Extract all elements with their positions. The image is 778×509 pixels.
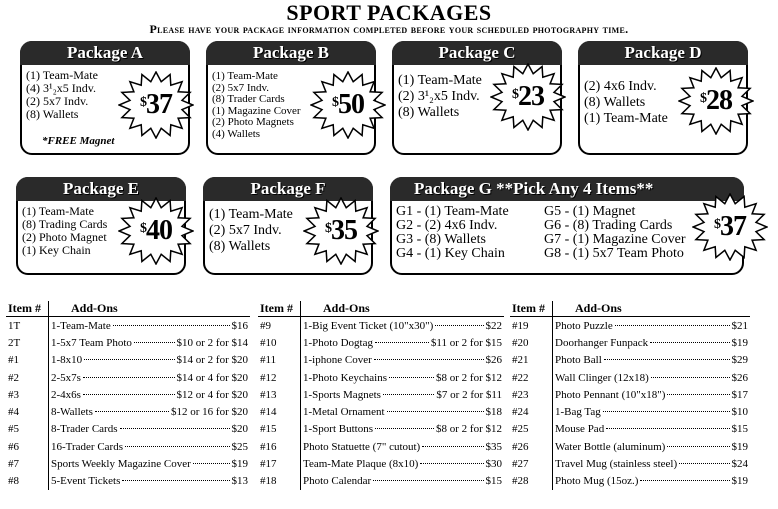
- addon-description: 2-4x6s: [51, 388, 81, 401]
- addon-row: [510, 369, 750, 386]
- addon-price: $8 or 2 for $12: [436, 423, 502, 436]
- package-item: G8 - (1) 5x7 Team Photo: [544, 246, 684, 261]
- package-c-card: [392, 41, 562, 155]
- addon-price: $21: [731, 319, 748, 332]
- addon-price: $20: [231, 423, 248, 436]
- package-item: G1 - (1) Team-Mate: [396, 204, 509, 219]
- addon-price: $19: [231, 458, 248, 471]
- addon-cell: [49, 334, 251, 351]
- addon-description: Sports Weekly Magazine Cover: [51, 458, 191, 471]
- dot-leader: [95, 411, 169, 412]
- addon-price: $17: [731, 388, 748, 401]
- page-subtitle: Please have your package information completed before your scheduled photography time.: [149, 22, 629, 36]
- addon-item-number: #3: [6, 386, 49, 403]
- addon-description: Photo Statuette (7" cutout): [303, 440, 421, 453]
- addon-row: [6, 421, 250, 438]
- addon-item-number: #25: [510, 421, 553, 438]
- addon-price: $30: [485, 458, 502, 471]
- addon-cell: [301, 455, 505, 472]
- package-item: (8) Trader Cards: [212, 93, 285, 105]
- package-f-title: Package F: [203, 177, 373, 201]
- package-item: (2) 4x6 Indv.: [584, 79, 657, 94]
- addon-row: [6, 334, 250, 351]
- addon-cell: [49, 369, 251, 386]
- addon-cell: [553, 473, 751, 490]
- dot-leader: [615, 325, 730, 326]
- addon-price: $24: [731, 458, 748, 471]
- package-item: G3 - (8) Wallets: [396, 232, 486, 247]
- package-item: (2) 5x7 Indv.: [26, 94, 89, 108]
- addon-item-number: #17: [258, 455, 301, 472]
- package-e-card: [16, 177, 186, 275]
- package-g-price-burst: [692, 193, 768, 261]
- dot-leader: [667, 394, 729, 395]
- addon-description: Mouse Pad: [555, 423, 605, 436]
- addon-description: 2-5x7s: [51, 371, 81, 384]
- dot-leader: [374, 359, 484, 360]
- dot-leader: [134, 342, 175, 343]
- addon-item-number: #14: [258, 403, 301, 420]
- package-e-title: Package E: [16, 177, 186, 201]
- addon-price: $18: [485, 406, 502, 419]
- package-b-card: [206, 41, 376, 155]
- dot-leader: [125, 446, 230, 447]
- package-e-price-burst: [118, 197, 194, 265]
- package-d-price: $ 28: [700, 85, 732, 116]
- addon-cell: [301, 317, 505, 335]
- package-a-price-burst: [118, 71, 194, 139]
- addon-item-number: #13: [258, 386, 301, 403]
- package-item: (4) Wallets: [212, 127, 261, 140]
- addon-cell: [553, 317, 751, 335]
- package-g-price: $ 37: [714, 211, 746, 242]
- package-item: (1) Team-Mate: [584, 111, 668, 126]
- addon-row: [6, 352, 250, 369]
- addon-cell: [301, 369, 505, 386]
- addon-row: [510, 317, 750, 335]
- addons-header: Add-Ons: [49, 301, 251, 317]
- addon-item-number: #12: [258, 369, 301, 386]
- addon-cell: [301, 334, 505, 351]
- addon-item-number: #1: [6, 352, 49, 369]
- addon-item-number: #10: [258, 334, 301, 351]
- addon-description: 1-Bag Tag: [555, 406, 601, 419]
- addon-description: 1-iphone Cover: [303, 354, 372, 367]
- addon-description: Photo Mug (15oz.): [555, 475, 639, 488]
- item-number-header: Item #: [258, 301, 301, 317]
- addon-item-number: #11: [258, 352, 301, 369]
- addon-row: [510, 473, 750, 490]
- addon-item-number: #6: [6, 438, 49, 455]
- addon-description: 16-Trader Cards: [51, 440, 123, 453]
- addon-item-number: #26: [510, 438, 553, 455]
- addon-row: [510, 352, 750, 369]
- addon-description: 1-Team-Mate: [51, 319, 111, 332]
- package-item: (2) 5x7 Indv.: [212, 81, 270, 94]
- package-g-items-right: [544, 205, 686, 261]
- package-c-price-burst: [490, 63, 566, 131]
- dot-leader: [679, 463, 729, 464]
- addon-cell: [301, 386, 505, 403]
- addon-price: $14 or 2 for $20: [176, 354, 248, 367]
- package-g-items-left: [396, 205, 509, 261]
- addon-item-number: #7: [6, 455, 49, 472]
- package-item: (2) 5x7 Indv.: [209, 223, 282, 238]
- package-b-items: [212, 71, 301, 140]
- addon-cell: [553, 403, 751, 420]
- package-g-card: [390, 177, 744, 275]
- package-f-card: [203, 177, 373, 275]
- addon-row: [510, 438, 750, 455]
- addon-price: $19: [731, 336, 748, 349]
- addon-price: $22: [485, 319, 502, 332]
- package-item: (8) Wallets: [584, 95, 646, 110]
- dot-leader: [603, 411, 730, 412]
- addon-price: $14 or 4 for $20: [176, 371, 248, 384]
- addon-price: $7 or 2 for $11: [436, 388, 502, 401]
- addon-row: [6, 317, 250, 335]
- addons-table-2: [258, 301, 504, 490]
- package-d-card: [578, 41, 748, 155]
- addon-item-number: #9: [258, 317, 301, 335]
- addon-description: 1-Photo Dogtag: [303, 336, 373, 349]
- addons-header: Add-Ons: [301, 301, 505, 317]
- addons-table-3: [510, 301, 750, 490]
- addon-description: 1-Sports Magnets: [303, 388, 381, 401]
- addon-description: 8-Wallets: [51, 406, 93, 419]
- addon-row: [6, 386, 250, 403]
- package-item: G2 - (2) 4x6 Indv.: [396, 218, 498, 233]
- package-item: (2) Photo Magnet: [22, 230, 107, 244]
- package-item: (1) Team-Mate: [212, 70, 278, 82]
- dot-leader: [120, 428, 230, 429]
- addon-description: 1-8x10: [51, 354, 83, 367]
- addon-description: Travel Mug (stainless steel): [555, 458, 678, 471]
- package-a-card: [20, 41, 190, 155]
- package-item: (1) Team-Mate: [398, 73, 482, 88]
- addon-price: $10 or 2 for $14: [176, 336, 248, 349]
- addon-row: [6, 438, 250, 455]
- addon-item-number: #27: [510, 455, 553, 472]
- addon-price: $26: [731, 371, 748, 384]
- package-item: G7 - (1) Magazine Cover: [544, 232, 686, 247]
- addon-row: [510, 386, 750, 403]
- addon-description: 1-Photo Keychains: [303, 371, 388, 384]
- addon-cell: [553, 455, 751, 472]
- addon-price: $13: [231, 475, 248, 488]
- package-item: (4) 3¹₂x5 Indv.: [26, 81, 96, 95]
- addon-cell: [49, 473, 251, 490]
- dot-leader: [83, 394, 175, 395]
- addon-item-number: 1T: [6, 317, 49, 335]
- addon-cell: [553, 369, 751, 386]
- addon-item-number: #5: [6, 421, 49, 438]
- addon-item-number: #28: [510, 473, 553, 490]
- dot-leader: [435, 325, 483, 326]
- addon-description: Water Bottle (aluminum): [555, 440, 666, 453]
- dot-leader: [373, 480, 483, 481]
- addon-cell: [49, 386, 251, 403]
- addon-price: $25: [231, 440, 248, 453]
- package-item: G5 - (1) Magnet: [544, 204, 636, 219]
- addon-cell: [301, 438, 505, 455]
- addon-row: [510, 455, 750, 472]
- package-b-price: $ 50: [332, 89, 364, 120]
- addon-description: Photo Puzzle: [555, 319, 613, 332]
- addon-cell: [553, 438, 751, 455]
- addons-table-1: [6, 301, 250, 490]
- addon-price: $35: [485, 440, 502, 453]
- package-e-items: [22, 205, 107, 257]
- page-title: SPORT PACKAGES: [286, 0, 492, 25]
- addon-description: Doorhanger Funpack: [555, 336, 649, 349]
- addon-price: $15: [485, 475, 502, 488]
- addon-item-number: #15: [258, 421, 301, 438]
- package-e-price: $ 40: [140, 215, 172, 246]
- addon-price: $26: [485, 354, 502, 367]
- addon-row: [510, 334, 750, 351]
- addon-cell: [301, 421, 505, 438]
- package-g-title: Package G **Pick Any 4 Items**: [390, 177, 744, 201]
- package-item: (2) 3¹₂x5 Indv.: [398, 89, 480, 104]
- package-item: (8) Wallets: [209, 239, 271, 254]
- package-f-items: [209, 207, 293, 255]
- addon-description: 1-Metal Ornament: [303, 406, 385, 419]
- item-number-header: Item #: [510, 301, 553, 317]
- dot-leader: [650, 342, 729, 343]
- package-b-title: Package B: [206, 41, 376, 65]
- addon-item-number: #21: [510, 352, 553, 369]
- package-item: (1) Magazine Cover: [212, 104, 301, 117]
- addon-price: $12 or 4 for $20: [176, 388, 248, 401]
- addon-description: Team-Mate Plaque (8x10): [303, 458, 419, 471]
- dot-leader: [667, 446, 729, 447]
- package-item: (1) Team-Mate: [22, 204, 94, 218]
- addon-item-number: #8: [6, 473, 49, 490]
- addon-row: [258, 403, 504, 420]
- addon-row: [510, 421, 750, 438]
- addon-row: [6, 473, 250, 490]
- addon-cell: [301, 473, 505, 490]
- package-c-items: [398, 73, 482, 121]
- addon-cell: [49, 352, 251, 369]
- addon-row: [510, 403, 750, 420]
- package-item: (8) Wallets: [398, 105, 460, 120]
- addon-price: $16: [231, 319, 248, 332]
- package-b-price-burst: [310, 71, 386, 139]
- dot-leader: [383, 394, 434, 395]
- dot-leader: [375, 342, 429, 343]
- addon-price: $11 or 2 for $15: [430, 336, 502, 349]
- addon-row: [258, 455, 504, 472]
- addon-cell: [553, 352, 751, 369]
- addon-item-number: #16: [258, 438, 301, 455]
- addon-row: [258, 438, 504, 455]
- addon-cell: [553, 334, 751, 351]
- addon-cell: [49, 438, 251, 455]
- package-item: (1) Team-Mate: [209, 207, 293, 222]
- package-item: (2) Photo Magnets: [212, 116, 294, 128]
- dot-leader: [122, 480, 229, 481]
- addon-cell: [553, 386, 751, 403]
- package-item: (1) Key Chain: [22, 243, 91, 257]
- addon-item-number: #20: [510, 334, 553, 351]
- addon-description: 8-Trader Cards: [51, 423, 118, 436]
- addon-row: [258, 369, 504, 386]
- addon-row: [258, 317, 504, 335]
- addon-item-number: #2: [6, 369, 49, 386]
- package-a-price: $ 37: [140, 89, 172, 120]
- addon-cell: [49, 455, 251, 472]
- addon-row: [258, 473, 504, 490]
- addon-price: $29: [731, 354, 748, 367]
- dot-leader: [389, 377, 434, 378]
- package-f-price-burst: [303, 197, 379, 265]
- addon-row: [258, 421, 504, 438]
- addon-item-number: #24: [510, 403, 553, 420]
- package-f-price: $ 35: [325, 215, 357, 246]
- addon-description: 1-Big Event Ticket (10"x30"): [303, 319, 434, 332]
- addon-price: $10: [731, 406, 748, 419]
- addon-description: 1-Sport Buttons: [303, 423, 373, 436]
- dot-leader: [387, 411, 484, 412]
- package-d-title: Package D: [578, 41, 748, 65]
- addon-description: 5-Event Tickets: [51, 475, 121, 488]
- addon-cell: [49, 421, 251, 438]
- package-item: G4 - (1) Key Chain: [396, 246, 505, 261]
- addon-item-number: #4: [6, 403, 49, 420]
- addon-row: [258, 386, 504, 403]
- addon-item-number: #23: [510, 386, 553, 403]
- addon-price: $15: [731, 423, 748, 436]
- addon-item-number: #18: [258, 473, 301, 490]
- addon-cell: [49, 403, 251, 420]
- addon-item-number: 2T: [6, 334, 49, 351]
- addon-price: $12 or 16 for $20: [171, 406, 248, 419]
- dot-leader: [84, 359, 174, 360]
- addon-description: Photo Pennant (10"x18"): [555, 388, 666, 401]
- dot-leader: [375, 428, 434, 429]
- addon-price: $19: [731, 440, 748, 453]
- addon-description: Wall Clinger (12x18): [555, 371, 649, 384]
- package-c-title: Package C: [392, 41, 562, 65]
- dot-leader: [606, 428, 729, 429]
- addon-cell: [553, 421, 751, 438]
- package-item: G6 - (8) Trading Cards: [544, 218, 673, 233]
- dot-leader: [640, 480, 729, 481]
- dot-leader: [422, 446, 483, 447]
- addon-row: [6, 369, 250, 386]
- addon-description: 1-5x7 Team Photo: [51, 336, 132, 349]
- package-d-price-burst: [678, 67, 754, 135]
- package-c-price: $ 23: [512, 81, 544, 112]
- package-a-items: [26, 69, 98, 121]
- dot-leader: [604, 359, 730, 360]
- package-item: (8) Trading Cards: [22, 217, 108, 231]
- addon-cell: [49, 317, 251, 335]
- addon-price: $8 or 2 for $12: [436, 371, 502, 384]
- addon-price: $19: [731, 475, 748, 488]
- package-a-title: Package A: [20, 41, 190, 65]
- addons-header: Add-Ons: [553, 301, 751, 317]
- addon-row: [258, 352, 504, 369]
- dot-leader: [420, 463, 483, 464]
- addon-row: [6, 455, 250, 472]
- dot-leader: [113, 325, 230, 326]
- dot-leader: [83, 377, 175, 378]
- package-item: (8) Wallets: [26, 107, 79, 121]
- addon-description: Photo Calendar: [303, 475, 372, 488]
- addon-description: Photo Ball: [555, 354, 602, 367]
- package-d-items: [584, 79, 668, 127]
- dot-leader: [651, 377, 730, 378]
- addon-item-number: #22: [510, 369, 553, 386]
- addon-cell: [301, 352, 505, 369]
- addon-row: [258, 334, 504, 351]
- addon-cell: [301, 403, 505, 420]
- item-number-header: Item #: [6, 301, 49, 317]
- package-a-note: *FREE Magnet: [42, 135, 115, 147]
- addon-item-number: #19: [510, 317, 553, 335]
- package-item: (1) Team-Mate: [26, 68, 98, 82]
- dot-leader: [193, 463, 230, 464]
- addon-row: [6, 403, 250, 420]
